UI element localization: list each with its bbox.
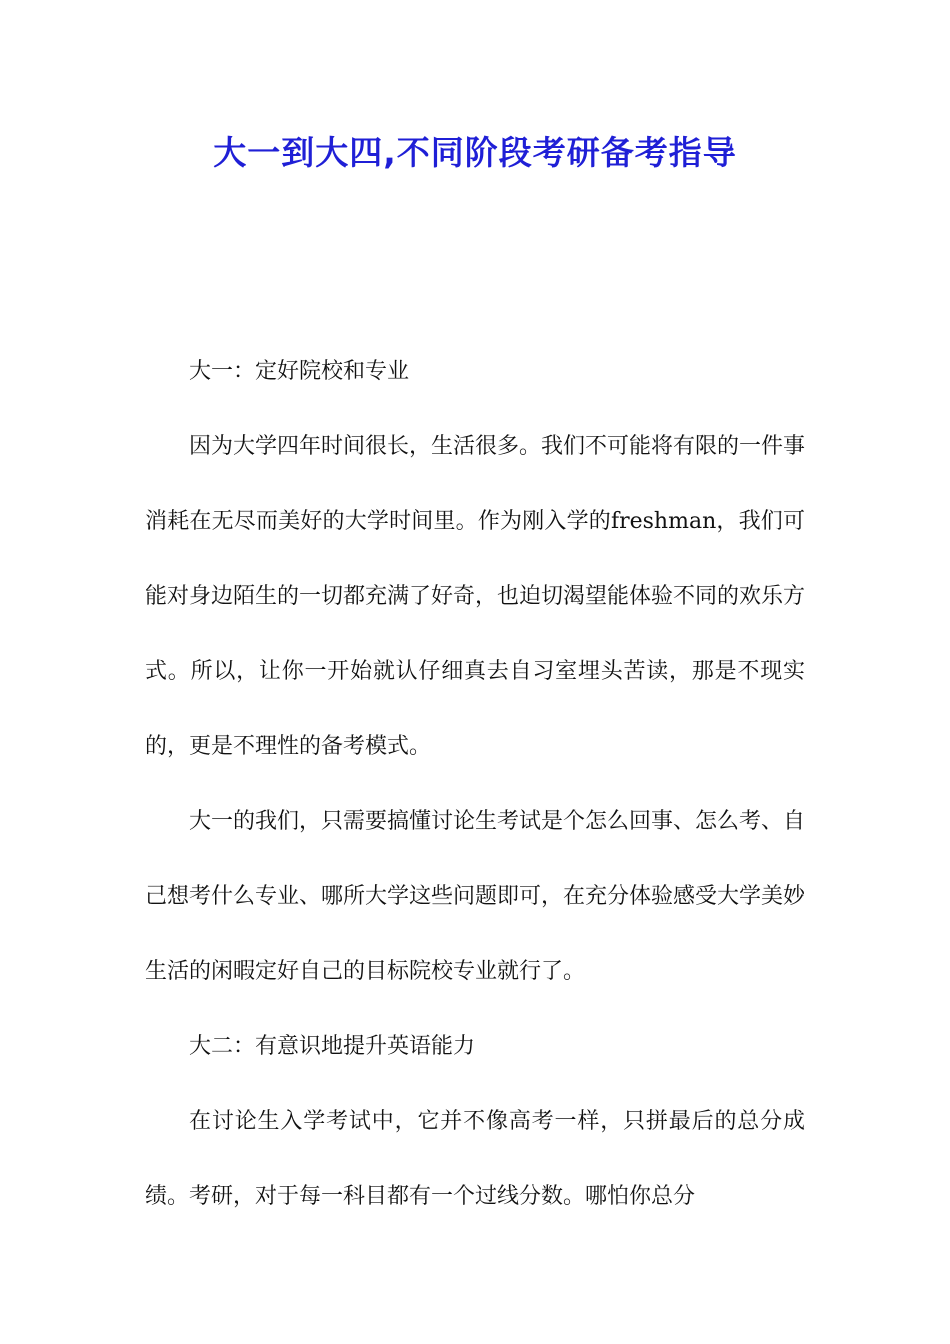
section-heading-freshman: 大一：定好院校和专业 [189,359,410,384]
document-body [145,334,805,1234]
section-heading-sophomore: 大二：有意识地提升英语能力 [189,1034,476,1059]
document-title: 大一到大四,不同阶段考研备考指导 [213,133,737,172]
paragraph: 因为大学四年时间很长，生活很多。我们不可能将有限的一件事消耗在无尽而美好的大学时间里。作为刚入学的freshman，我们可能对身边陌生的一切都充满了好奇，也迫切渴望能体验不同的欢乐方式。所以，让你一开始就认仔细真去自习室埋头苦读，那是不现实的，更是不理性的备考模式。 [145,434,806,759]
paragraph: 在讨论生入学考试中，它并不像高考一样，只拼最后的总分成绩。考研，对于每一科目都有一个过线分数。哪怕你总分 [145,1109,805,1209]
paragraph: 大一的我们，只需要搞懂讨论生考试是个怎么回事、怎么考、自己想考什么专业、哪所大学这些问题即可，在充分体验感受大学美妙生活的闲暇定好自己的目标院校专业就行了。 [145,809,806,984]
